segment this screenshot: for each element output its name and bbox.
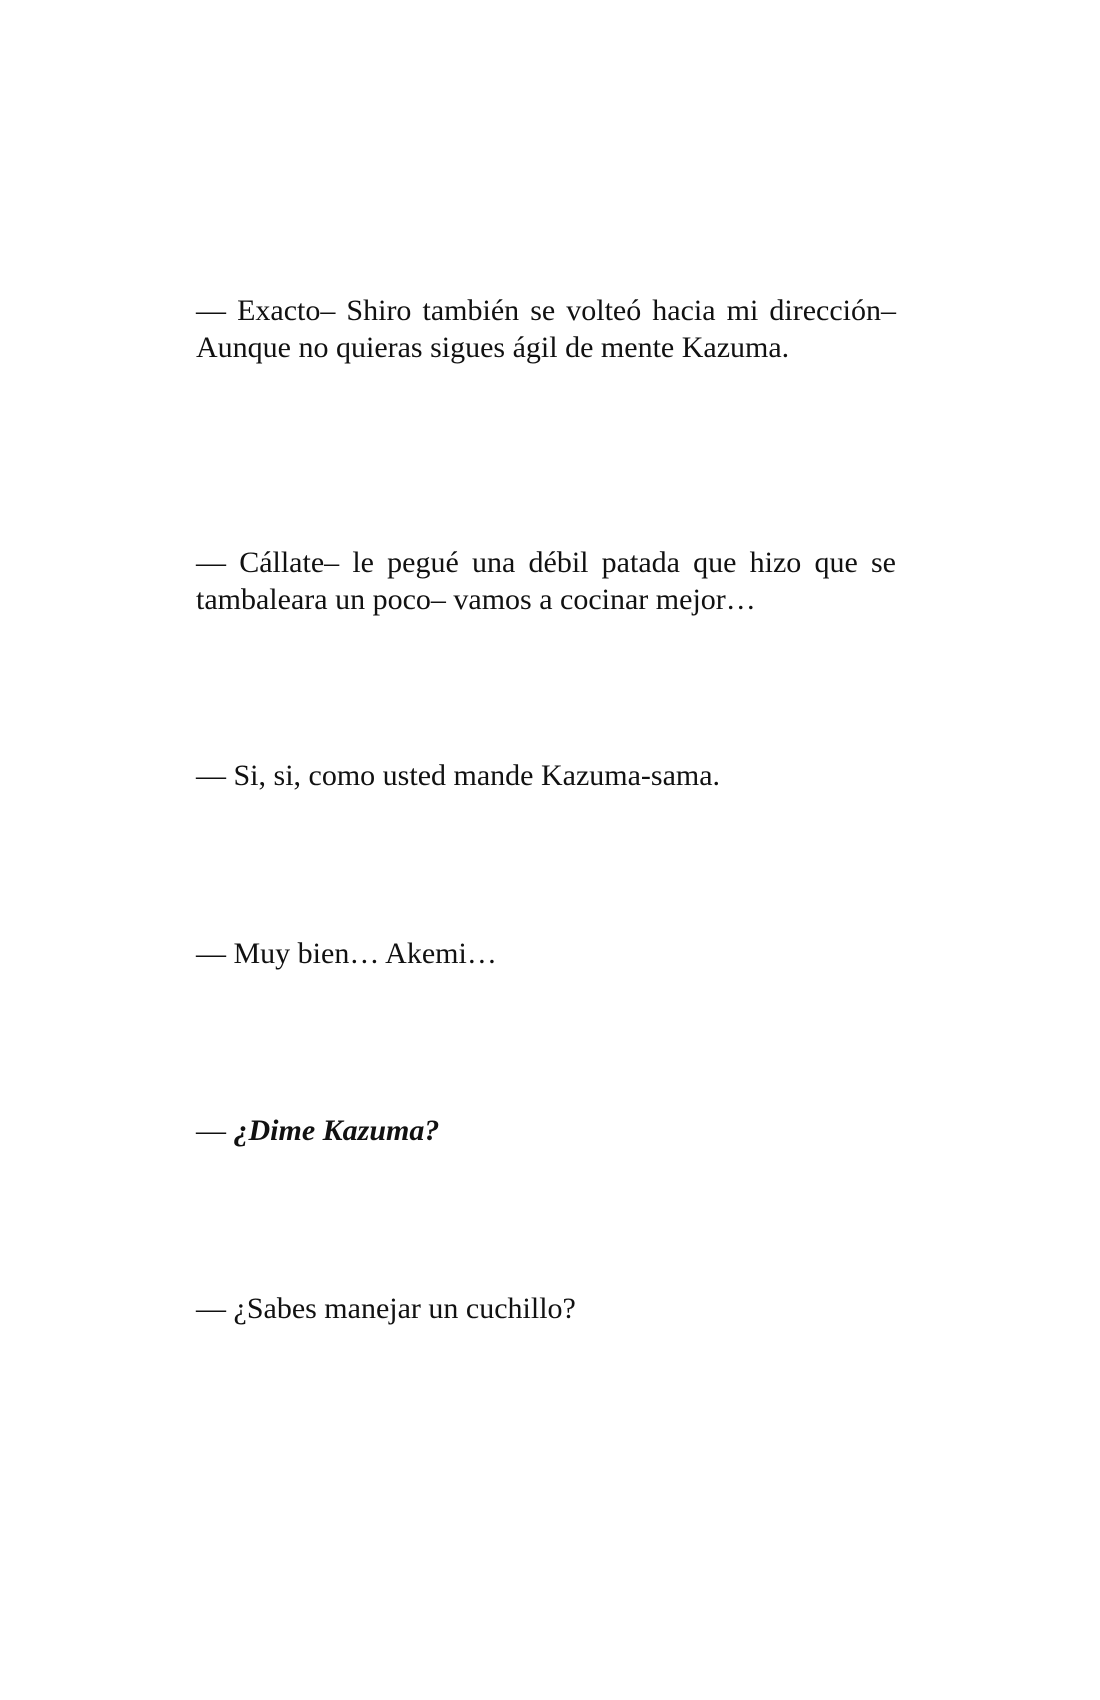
paragraph-dialogue-1: — Exacto– Shiro también se volteó hacia mi dirección– Aunque no quieras sigues ágil de mente Kazuma. <box>196 294 896 364</box>
paragraph-dialogue-5 <box>196 1112 896 1149</box>
paragraph-dialogue-4: — Muy bien… Akemi… <box>196 937 497 970</box>
paragraph-dialogue-3: — Si, si, como usted mande Kazuma-sama. <box>196 759 721 792</box>
paragraph-dialogue-2: — Cállate– le pegué una débil patada que hizo que se tambaleara un poco– vamos a cocinar mejor… <box>196 546 896 616</box>
paragraph-dialogue-6: — ¿Sabes manejar un cuchillo? <box>196 1292 576 1325</box>
dialogue-dash: — <box>196 1114 234 1147</box>
emphasized-dialogue: ¿Dime Kazuma? <box>233 1114 440 1147</box>
